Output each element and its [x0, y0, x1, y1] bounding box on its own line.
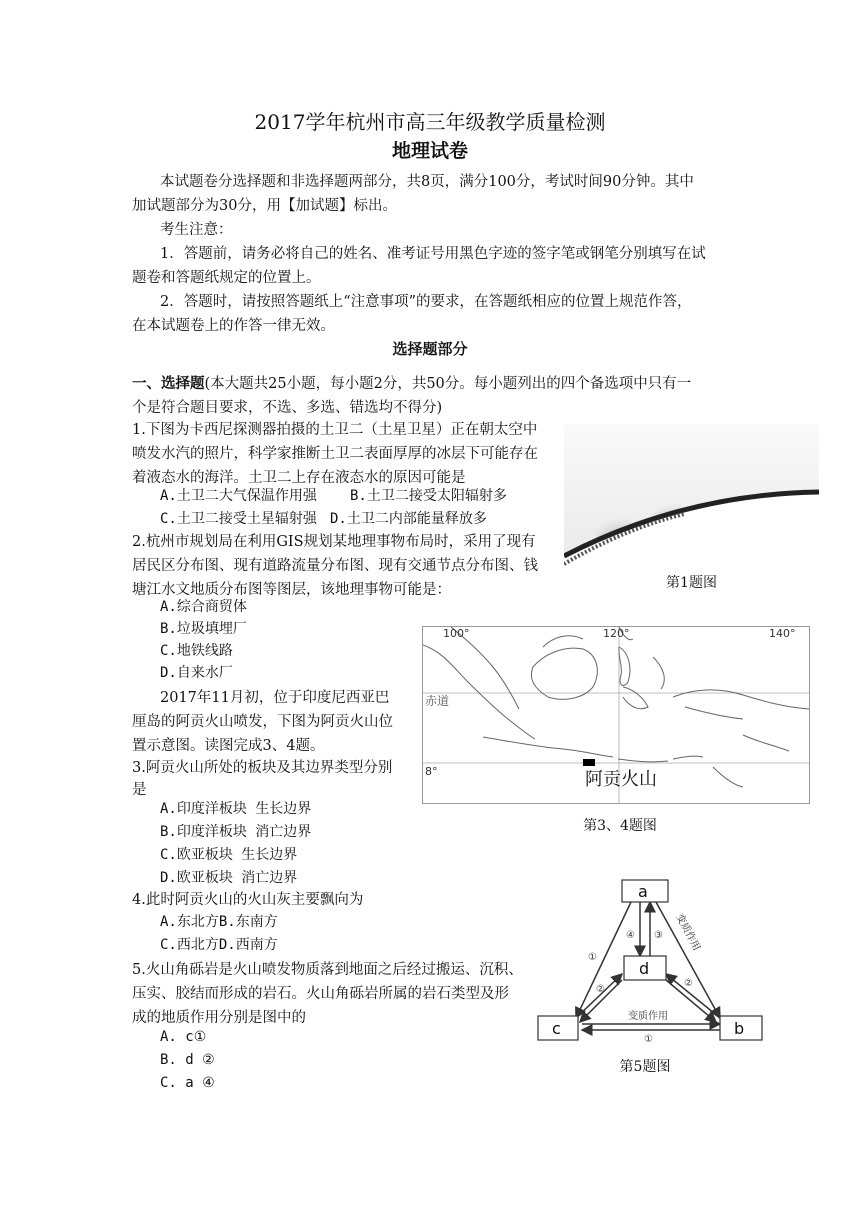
volcano-location-map	[422, 626, 810, 804]
q5-line-2: 压实、胶结而形成的岩石。火山角砾岩所属的岩石类型及形	[132, 986, 509, 1002]
q1-option-b: B.土卫二接受太阳辐射多	[350, 488, 507, 504]
map-lon-140: 140°	[769, 627, 796, 640]
q5-option-a: A. c①	[160, 1029, 207, 1045]
intro-line-2: 加试题部分为30分，用【加试题】标出。	[132, 198, 397, 214]
part1-desc-line-1: (本大题共25小题，每小题2分，共50分。每小题列出的四个备选项中只有一	[204, 376, 692, 392]
q2-option-c: C.地铁线路	[160, 643, 233, 659]
q5-line-3: 成的地质作用分别是图中的	[132, 1010, 306, 1026]
q4-options-cd: C.西北方D.西南方	[160, 937, 278, 953]
q3-option-b: B.印度洋板块 消亡边界	[160, 824, 312, 840]
map-equator-label: 赤道	[425, 694, 450, 708]
arrow-a-to-c	[576, 902, 631, 1018]
section-title: 选择题部分	[392, 340, 468, 358]
notice-2-line-1: 2．答题时，请按照答题纸上“注意事项”的要求，在答题纸相应的位置上规范作答，	[160, 294, 692, 310]
label-c: c	[552, 1019, 561, 1038]
arrow-number-2-left: ②	[596, 984, 605, 995]
label-d: d	[639, 959, 650, 978]
q34-intro-line-3: 置示意图。读图完成3、4题。	[132, 738, 325, 754]
q2-option-b: B.垃圾填埋厂	[160, 621, 247, 637]
q1-option-d: D.土卫二内部能量释放多	[330, 511, 487, 527]
q3-option-d: D.欧亚板块 消亡边界	[160, 870, 298, 886]
part1-desc-line-2: 个是符合题目要求，不选、多选、错选均不得分)	[132, 400, 443, 416]
q34-intro-line-1: 2017年11月初，位于印度尼西亚巴	[160, 690, 390, 706]
q34-intro-line-2: 厘岛的阿贡火山喷发，下图为阿贡火山位	[132, 714, 393, 730]
q2-line-2: 居民区分布图、现有道路流量分布图、现有交通节点分布图、钱	[132, 558, 538, 574]
notice-1-line-1: 1．答题前，请务必将自己的姓名、准考证号用黑色字迹的签字笔或钢笔分别填写在试	[160, 246, 706, 262]
q3-line-1: 3.阿贡火山所处的板块及其边界类型分别	[132, 760, 393, 776]
notice-2-line-2: 在本试题卷上的作答一律无效。	[132, 318, 335, 334]
q5-line-1: 5.火山角砾岩是火山喷发物质落到地面之后经过搬运、沉积、	[132, 962, 523, 978]
figure-1-caption: 第1题图	[666, 575, 717, 591]
q1-option-a: A.土卫二大气保温作用强	[160, 488, 317, 504]
q1-line-2: 喷发水汽的照片，科学家推断土卫二表面厚厚的冰层下可能存在	[132, 446, 538, 462]
q2-option-a: A.综合商贸体	[160, 599, 247, 615]
q5-option-b: B. d ②	[160, 1052, 215, 1068]
map-lon-120: 120°	[603, 627, 630, 640]
volcano-marker	[583, 759, 595, 766]
rock-cycle-diagram	[536, 878, 766, 1044]
q1-line-3: 着液态水的海洋。土卫二上存在液态水的原因可能是	[132, 470, 466, 486]
part1-heading	[132, 372, 691, 396]
q2-line-1: 2.杭州市规划局在利用GIS规划某地理事物布局时，采用了现有	[132, 534, 536, 550]
enceladus-photo	[564, 424, 819, 566]
map-volcano-label: 阿贡火山	[585, 769, 657, 790]
arrow-number-1-bottom: ①	[644, 1034, 653, 1044]
q2-option-d: D.自来水厂	[160, 665, 233, 681]
part1-label: 一、选择题	[132, 375, 205, 392]
label-a: a	[638, 882, 648, 901]
figure-34-caption: 第3、4题图	[583, 818, 657, 834]
map-lon-100: 100°	[443, 627, 470, 640]
arrow-number-3: ③	[654, 930, 663, 941]
q1-option-c: C.土卫二接受土星辐射强	[160, 511, 317, 527]
q3-option-c: C.欧亚板块 生长边界	[160, 847, 298, 863]
q3-option-a: A.印度洋板块 生长边界	[160, 801, 312, 817]
notice-1-line-2: 题卷和答题纸规定的位置上。	[132, 270, 321, 286]
exam-subtitle: 地理试卷	[391, 140, 468, 162]
map-lat-label: 8°	[425, 765, 438, 778]
arrow-number-4: ④	[626, 930, 635, 941]
arrow-number-1-left: ①	[588, 952, 597, 963]
metamorphism-label-bottom: 变质作用	[628, 1011, 668, 1022]
q4-line-1: 4.此时阿贡火山的火山灰主要飘向为	[132, 892, 364, 908]
figure-5-caption: 第5题图	[619, 1059, 671, 1075]
intro-line-1: 本试题卷分选择题和非选择题两部分，共8页，满分100分，考试时间90分钟。其中	[160, 174, 694, 190]
arrow-b-to-d	[666, 974, 720, 1018]
q3-line-2: 是	[132, 782, 147, 798]
q1-line-1: 1.下图为卡西尼探测器拍摄的土卫二（土星卫星）正在朝太空中	[132, 422, 538, 438]
metamorphism-label-right: 变质作用	[673, 912, 702, 953]
q5-option-c: C. a ④	[160, 1075, 215, 1091]
label-b: b	[734, 1019, 745, 1038]
notice-head: 考生注意：	[160, 222, 233, 238]
exam-title: 2017学年杭州市高三年级教学质量检测	[254, 110, 606, 134]
q2-line-3: 塘江水文地质分布图等图层，该地理事物可能是：	[132, 582, 451, 598]
arrow-c-to-d	[576, 974, 622, 1018]
q4-options-ab: A.东北方B.东南方	[160, 914, 278, 930]
arrow-number-2-right: ②	[684, 978, 693, 989]
